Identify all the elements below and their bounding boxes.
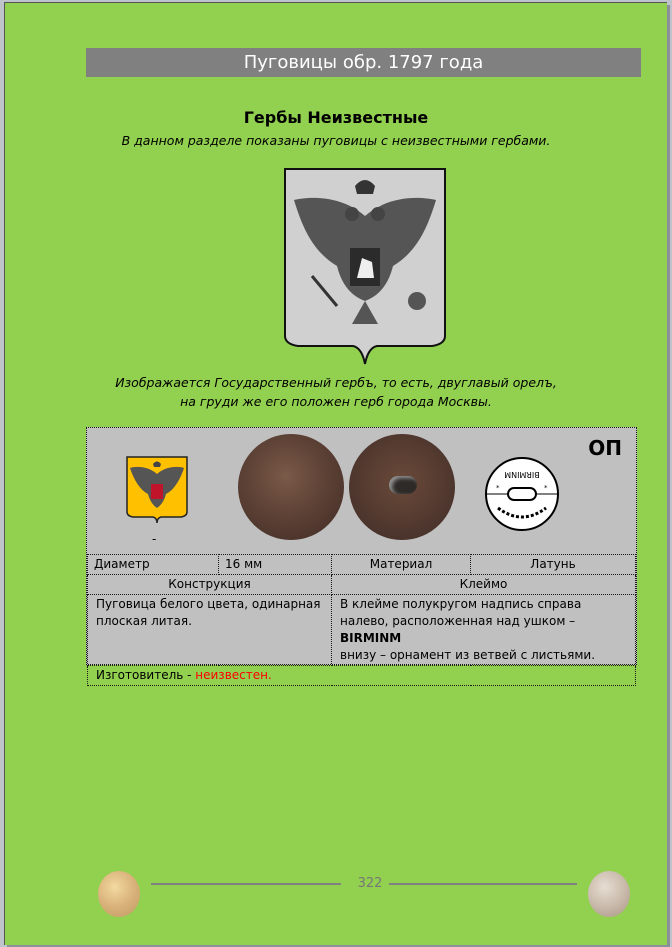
- footer-button-right-icon: [588, 871, 630, 917]
- hallmark-drawing-icon: [484, 456, 560, 532]
- coat-of-arms-icon: [282, 166, 448, 366]
- page: [4, 2, 667, 945]
- section-subtitle: В данном разделе показаны пуговицы с неизвестными гербами.: [121, 133, 551, 148]
- svg-text:BIRMINM: BIRMINM: [504, 470, 540, 479]
- button-reverse-image: [349, 434, 455, 540]
- specs-table: [87, 554, 636, 686]
- svg-text:*: *: [544, 484, 548, 492]
- hallmark-bold: BIRMINM: [340, 631, 402, 645]
- maker-value: неизвестен.: [195, 668, 272, 682]
- hallmark-text: [332, 595, 636, 666]
- construction-label: Конструкция: [88, 575, 332, 595]
- page-number: 322: [357, 876, 383, 891]
- button-obverse-image: [238, 434, 344, 540]
- construction-text: Пуговица белого цвета, одинарная плоская литая.: [88, 595, 332, 666]
- small-coat-of-arms-icon: [126, 456, 188, 524]
- hallmark-text-2: внизу – орнамент из ветвей с листьями.: [340, 648, 596, 662]
- diameter-value: 16 мм: [219, 555, 332, 575]
- footer-divider-right: [389, 883, 577, 885]
- hallmark-label: Клеймо: [332, 575, 636, 595]
- caption-line-1: Изображается Государственный гербъ, то есть, двуглавый орелъ,: [115, 375, 557, 390]
- section-title: Гербы Неизвестные: [243, 108, 429, 127]
- coa-label: -: [152, 532, 157, 546]
- footer-divider-left: [151, 883, 341, 885]
- hallmark-text-1: В клейме полукругом надпись справа налево, расположенная над ушком –: [340, 597, 582, 628]
- material-value: Латунь: [471, 555, 636, 575]
- caption-line-2: на груди же его положен герб города Москвы.: [180, 394, 492, 409]
- page-header: Пуговицы обр. 1797 года: [86, 48, 641, 77]
- svg-text:*: *: [496, 484, 500, 492]
- material-label: Материал: [332, 555, 471, 575]
- button-card: [86, 427, 637, 682]
- footer-button-left-icon: [98, 871, 140, 917]
- maker-label: Изготовитель -: [96, 668, 196, 682]
- diameter-label: Диаметр: [88, 555, 219, 575]
- caption: [5, 373, 667, 411]
- maker-row: [88, 666, 636, 686]
- badge-op: ОП: [588, 436, 622, 460]
